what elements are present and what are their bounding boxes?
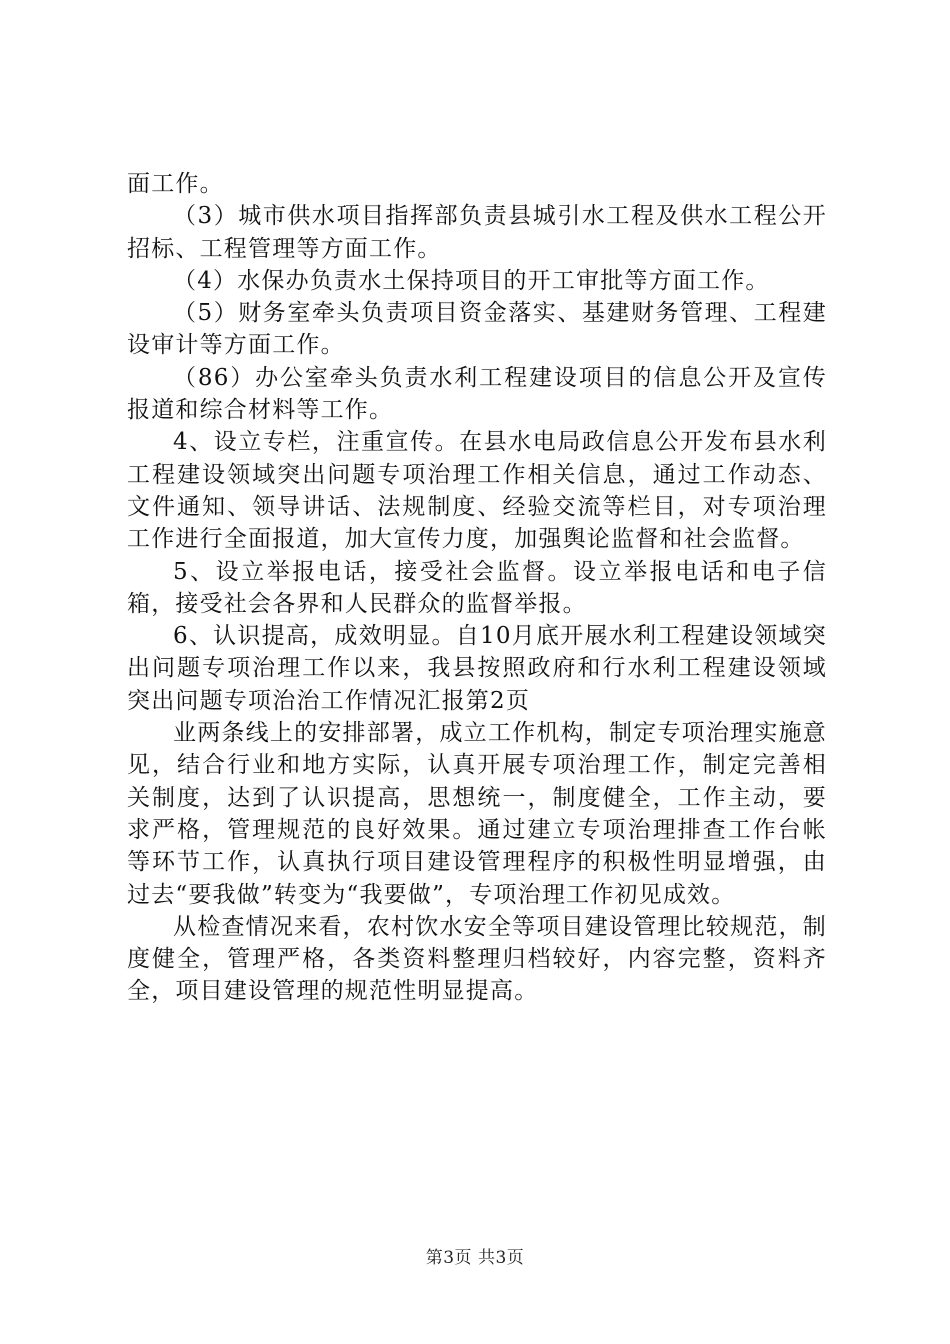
paragraph-10: 从检查情况来看，农村饮水安全等项目建设管理比较规范，制度健全，管理严格，各类资料整理归档较好，内容完整，资料齐全，项目建设管理的规范性明显提高。 (127, 913, 827, 1005)
paragraph-3: （4）水保办负责水土保持项目的开工审批等方面工作。 (173, 267, 770, 294)
paragraph-8: 6、认识提高，成效明显。自10月底开展水利工程建设领域突出问题专项治理工作以来，我县按照政府和行水利工程建设领域突出问题专项治治工作情况汇报第2页 (127, 623, 827, 714)
paragraph-9: 业两条线上的安排部署，成立工作机构，制定专项治理实施意见，结合行业和地方实际，认真开展专项治理工作，制定完善相关制度，达到了认识提高，思想统一，制度健全，工作主动，要求严格，管理规范的良好效果。通过建立专项治理排查工作台帐等环节工作，认真执行项目建设管理程序的积极性明显增强，由过去“要我做”转变为“我要做”，专项治理工作初见成效。 (127, 720, 827, 908)
page-number-label: 第3页 共3页 (425, 1248, 525, 1268)
paragraph-7: 5、设立举报电话，接受社会监督。设立举报电话和电子信箱，接受社会各界和人民群众的监督举报。 (127, 558, 827, 617)
page-footer (0, 1243, 950, 1268)
paragraph-5: （86）办公室牵头负责水利工程建设项目的信息公开及宣传报道和综合材料等工作。 (127, 364, 827, 424)
paragraph-6: 4、设立专栏，注重宣传。在县水电局政信息公开发布县水利工程建设领域突出问题专项治理工作相关信息，通过工作动态、文件通知、领导讲话、法规制度、经验交流等栏目，对专项治理工作进行全面报道，加大宣传力度，加强舆论监督和社会监督。 (127, 429, 827, 553)
paragraph-2: （3）城市供水项目指挥部负责县城引水工程及供水工程公开招标、工程管理等方面工作。 (127, 203, 827, 262)
document-body (127, 168, 827, 1008)
paragraph-4: （5）财务室牵头负责项目资金落实、基建财务管理、工程建设审计等方面工作。 (127, 300, 827, 359)
paragraph-1: 面工作。 (127, 171, 224, 197)
